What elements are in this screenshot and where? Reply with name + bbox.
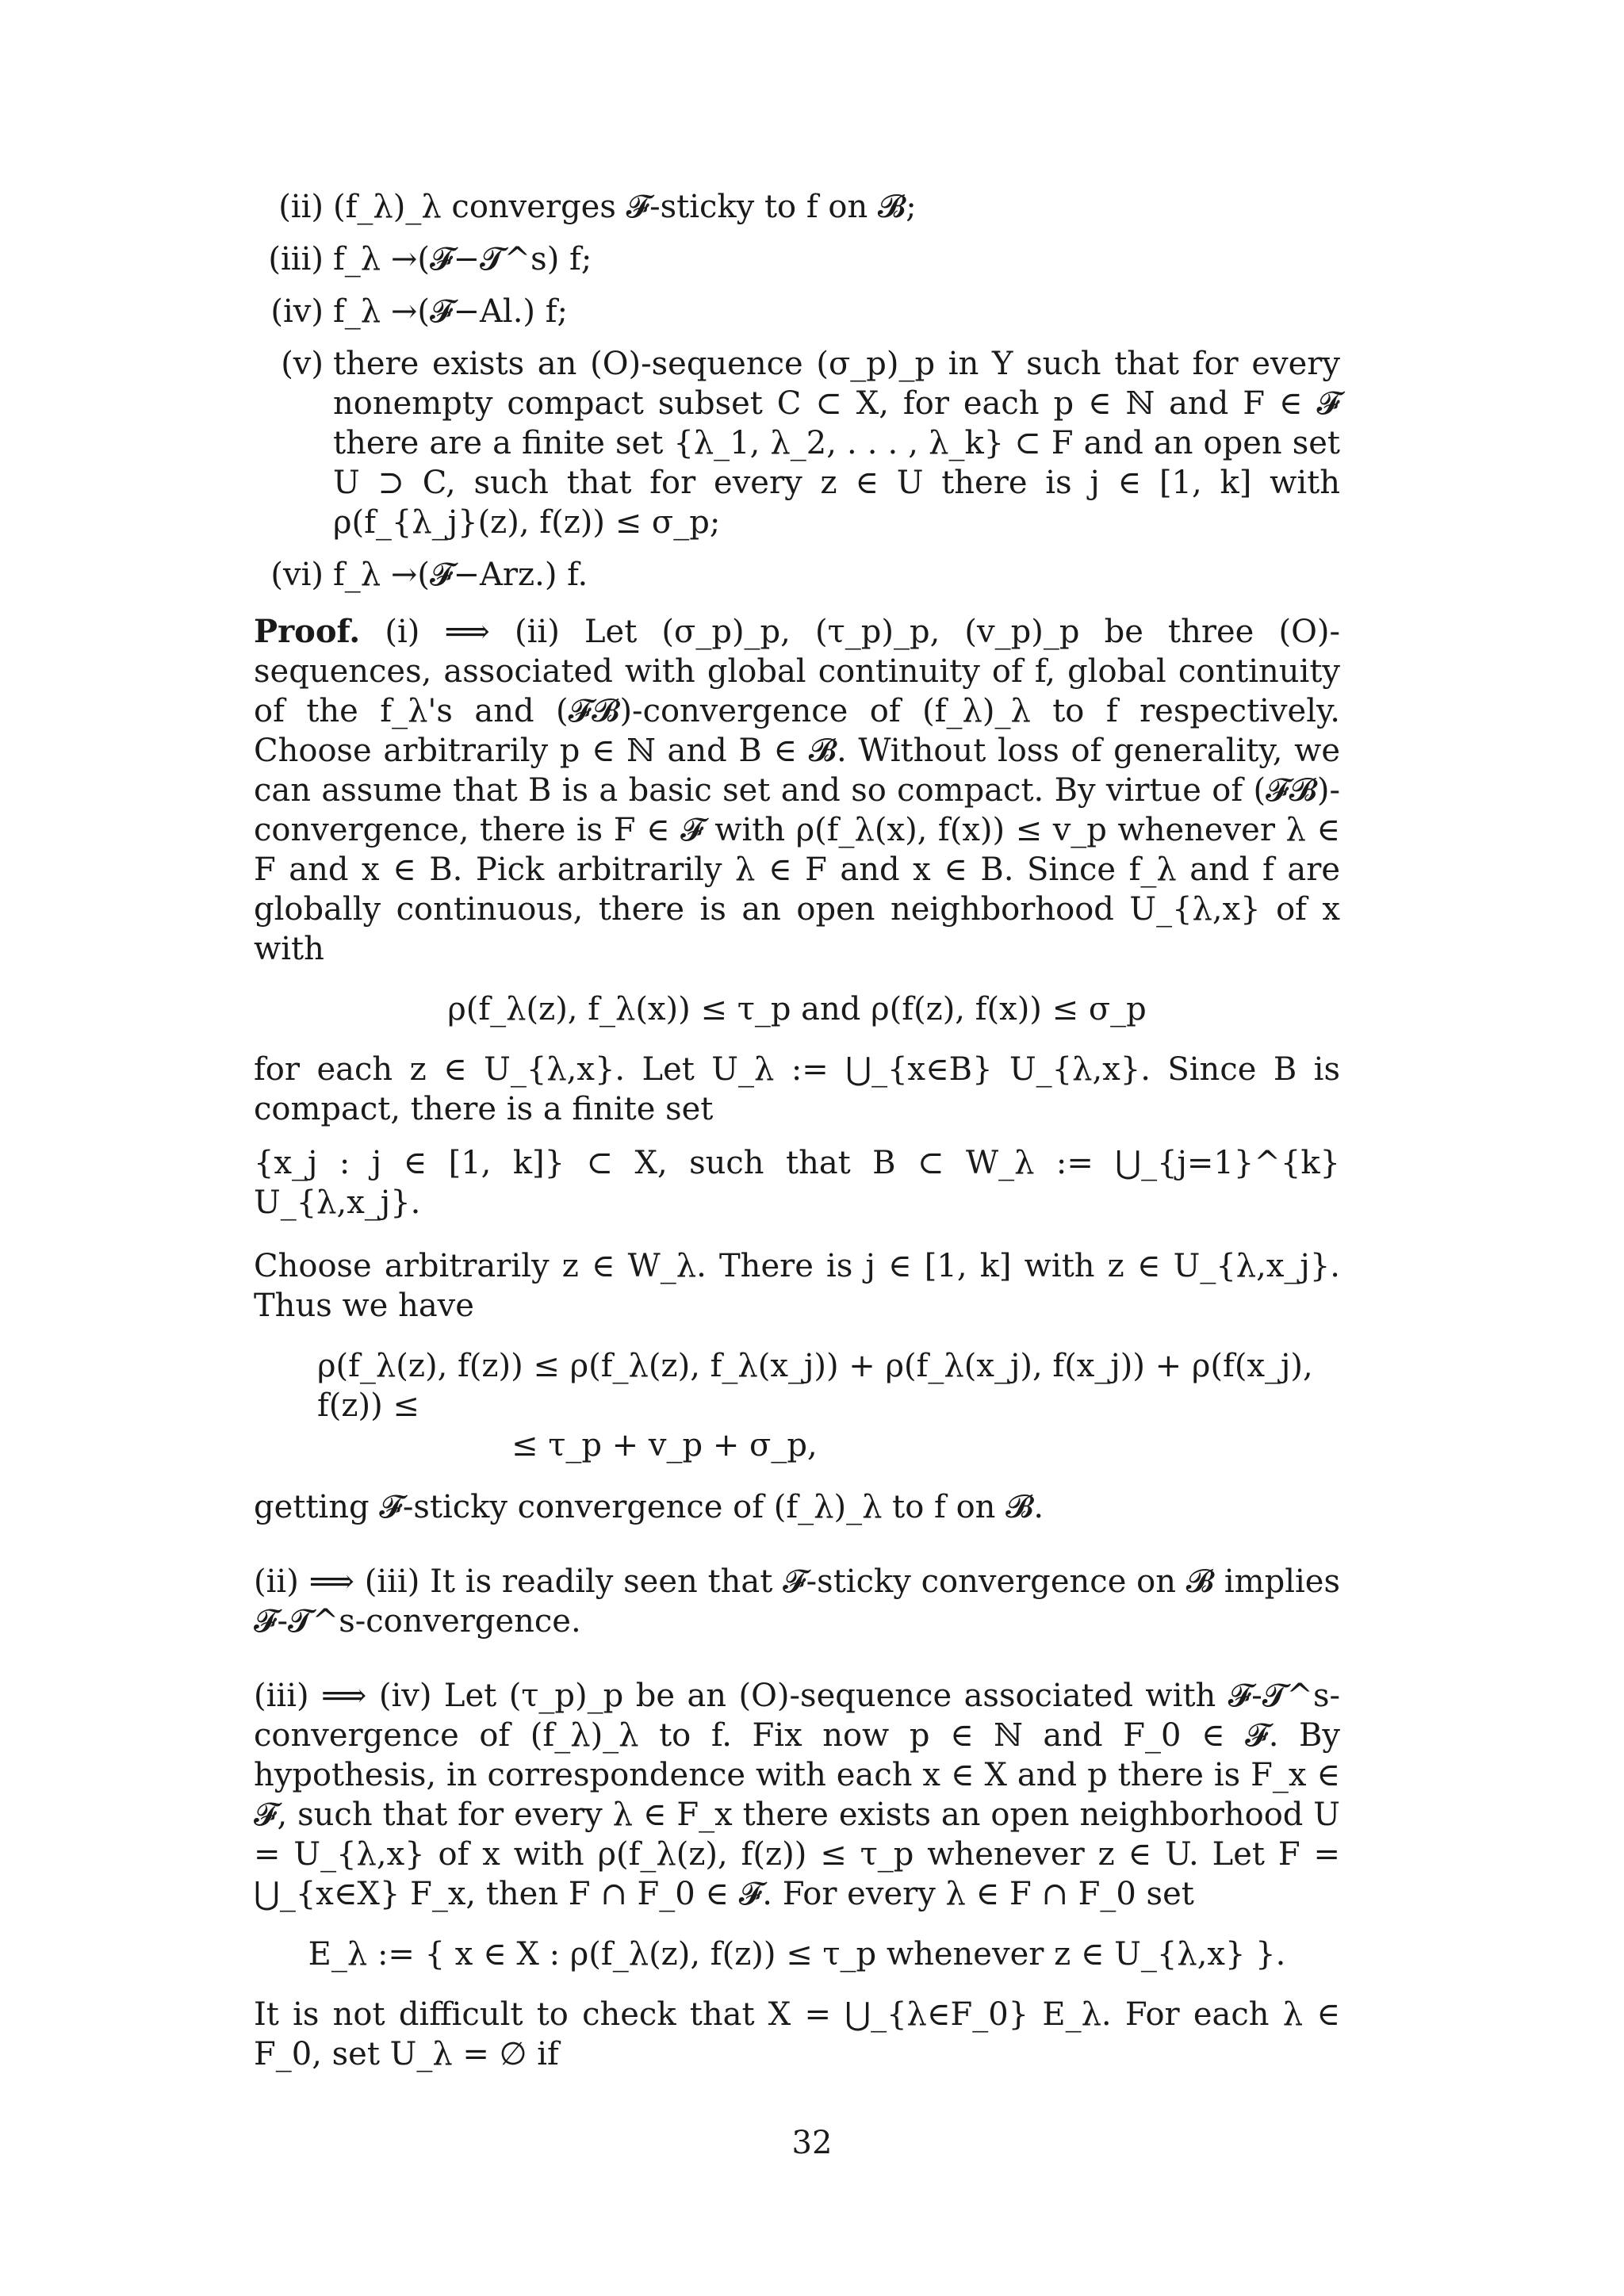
proof-paragraph — [254, 612, 1340, 969]
paragraph: for each z ∈ U_{λ,x}. Let U_λ := ⋃_{x∈B} U_{λ,x}. Since B is compact, there is a finite set — [254, 1051, 1340, 1127]
item-number: (vi) — [270, 557, 324, 593]
list-item — [254, 239, 1340, 279]
proof-text: (i) ⟹ (ii) Let (σ_p)_p, (τ_p)_p, (v_p)_p be three (O)-sequences, associated with global continuity of f, global continuity of the f_λ's and (𝓕𝓑)-convergence of (f_λ)_λ to f respectively. Choose arbitrarily p ∈ ℕ and B ∈ 𝓑. Without loss of generality, we can assume that B is a basic set and so compact. By virtue of (𝓕𝓑)-convergence, there is F ∈ 𝓕 with ρ(f_λ(x), f(x)) ≤ v_p whenever λ ∈ F and x ∈ B. Pick arbitrarily λ ∈ F and x ∈ B. Since f_λ and f are globally continuous, there is an open neighborhood U_{λ,x} of x with — [254, 614, 1340, 967]
paragraph: (ii) ⟹ (iii) It is readily seen that 𝓕-sticky convergence on 𝓑 implies 𝓕-𝓣^s-convergence. — [254, 1563, 1340, 1640]
item-text: (f_λ)_λ converges 𝓕-sticky to f on 𝓑; — [333, 189, 917, 225]
proof-label: Proof. — [254, 613, 361, 650]
equation-display: ρ(f_λ(z), f_λ(x)) ≤ τ_p and ρ(f(z), f(x)) ≤ σ_p — [447, 991, 1147, 1027]
list-item — [254, 344, 1340, 542]
item-text: f_λ →(𝓕−Al.) f; — [333, 293, 569, 330]
paragraph: (iii) ⟹ (iv) Let (τ_p)_p be an (O)-sequence associated with 𝓕-𝓣^s-convergence of (f_λ)_λ to f. Fix now p ∈ ℕ and F_0 ∈ 𝓕. By hypothesis, in correspondence with each x ∈ X and p there is F_x ∈ 𝓕, such that for every λ ∈ F_x there exists an open neighborhood U = U_{λ,x} of x with ρ(f_λ(z), f(z)) ≤ τ_p whenever z ∈ U. Let F = ⋃_{x∈X} F_x, then F ∩ F_0 ∈ 𝓕. For every λ ∈ F ∩ F_0 set — [254, 1678, 1340, 1912]
item-text: f_λ →(𝓕−𝓣^s) f; — [333, 241, 592, 277]
item-number: (v) — [281, 346, 324, 382]
page-body — [254, 187, 1340, 2088]
paragraph: It is not difficult to check that X = ⋃_{λ∈F_0} E_λ. For each λ ∈ F_0, set U_λ = ∅ if — [254, 1996, 1340, 2072]
equation-display: E_λ := { x ∈ X : ρ(f_λ(z), f(z)) ≤ τ_p whenever z ∈ U_{λ,x} }. — [308, 1936, 1286, 1973]
equation-line: ≤ τ_p + v_p + σ_p, — [511, 1427, 818, 1464]
item-text: there exists an (O)-sequence (σ_p)_p in Y such that for every nonempty compact subset C ⊂ X, for each p ∈ ℕ and F ∈ 𝓕 there are a finite set {λ_1, λ_2, . . . , λ_k} ⊂ F and an open set U ⊃ C, such that for every z ∈ U there is j ∈ [1, k] with ρ(f_{λ_j}(z), f(z)) ≤ σ_p; — [333, 346, 1340, 541]
page-number: 32 — [791, 2125, 833, 2161]
paragraph: getting 𝓕-sticky convergence of (f_λ)_λ to f on 𝓑. — [254, 1489, 1044, 1525]
item-text: f_λ →(𝓕−Arz.) f. — [333, 557, 588, 593]
paragraph: {x_j : j ∈ [1, k]} ⊂ X, such that B ⊂ W_λ := ⋃_{j=1}^{k} U_{λ,x_j}. — [254, 1145, 1340, 1221]
item-number: (ii) — [278, 189, 324, 225]
item-number: (iii) — [268, 241, 324, 277]
list-item — [254, 292, 1340, 331]
paragraph: Choose arbitrarily z ∈ W_λ. There is j ∈ [1, k] with z ∈ U_{λ,x_j}. Thus we have — [254, 1248, 1340, 1324]
list-item — [254, 555, 1340, 595]
list-item — [254, 187, 1340, 227]
item-number: (iv) — [270, 293, 324, 330]
equation-line: ρ(f_λ(z), f(z)) ≤ ρ(f_λ(z), f_λ(x_j)) + ρ(f_λ(x_j), f(x_j)) + ρ(f(x_j), f(z)) ≤ — [317, 1348, 1313, 1424]
equation-display — [254, 1346, 1340, 1465]
